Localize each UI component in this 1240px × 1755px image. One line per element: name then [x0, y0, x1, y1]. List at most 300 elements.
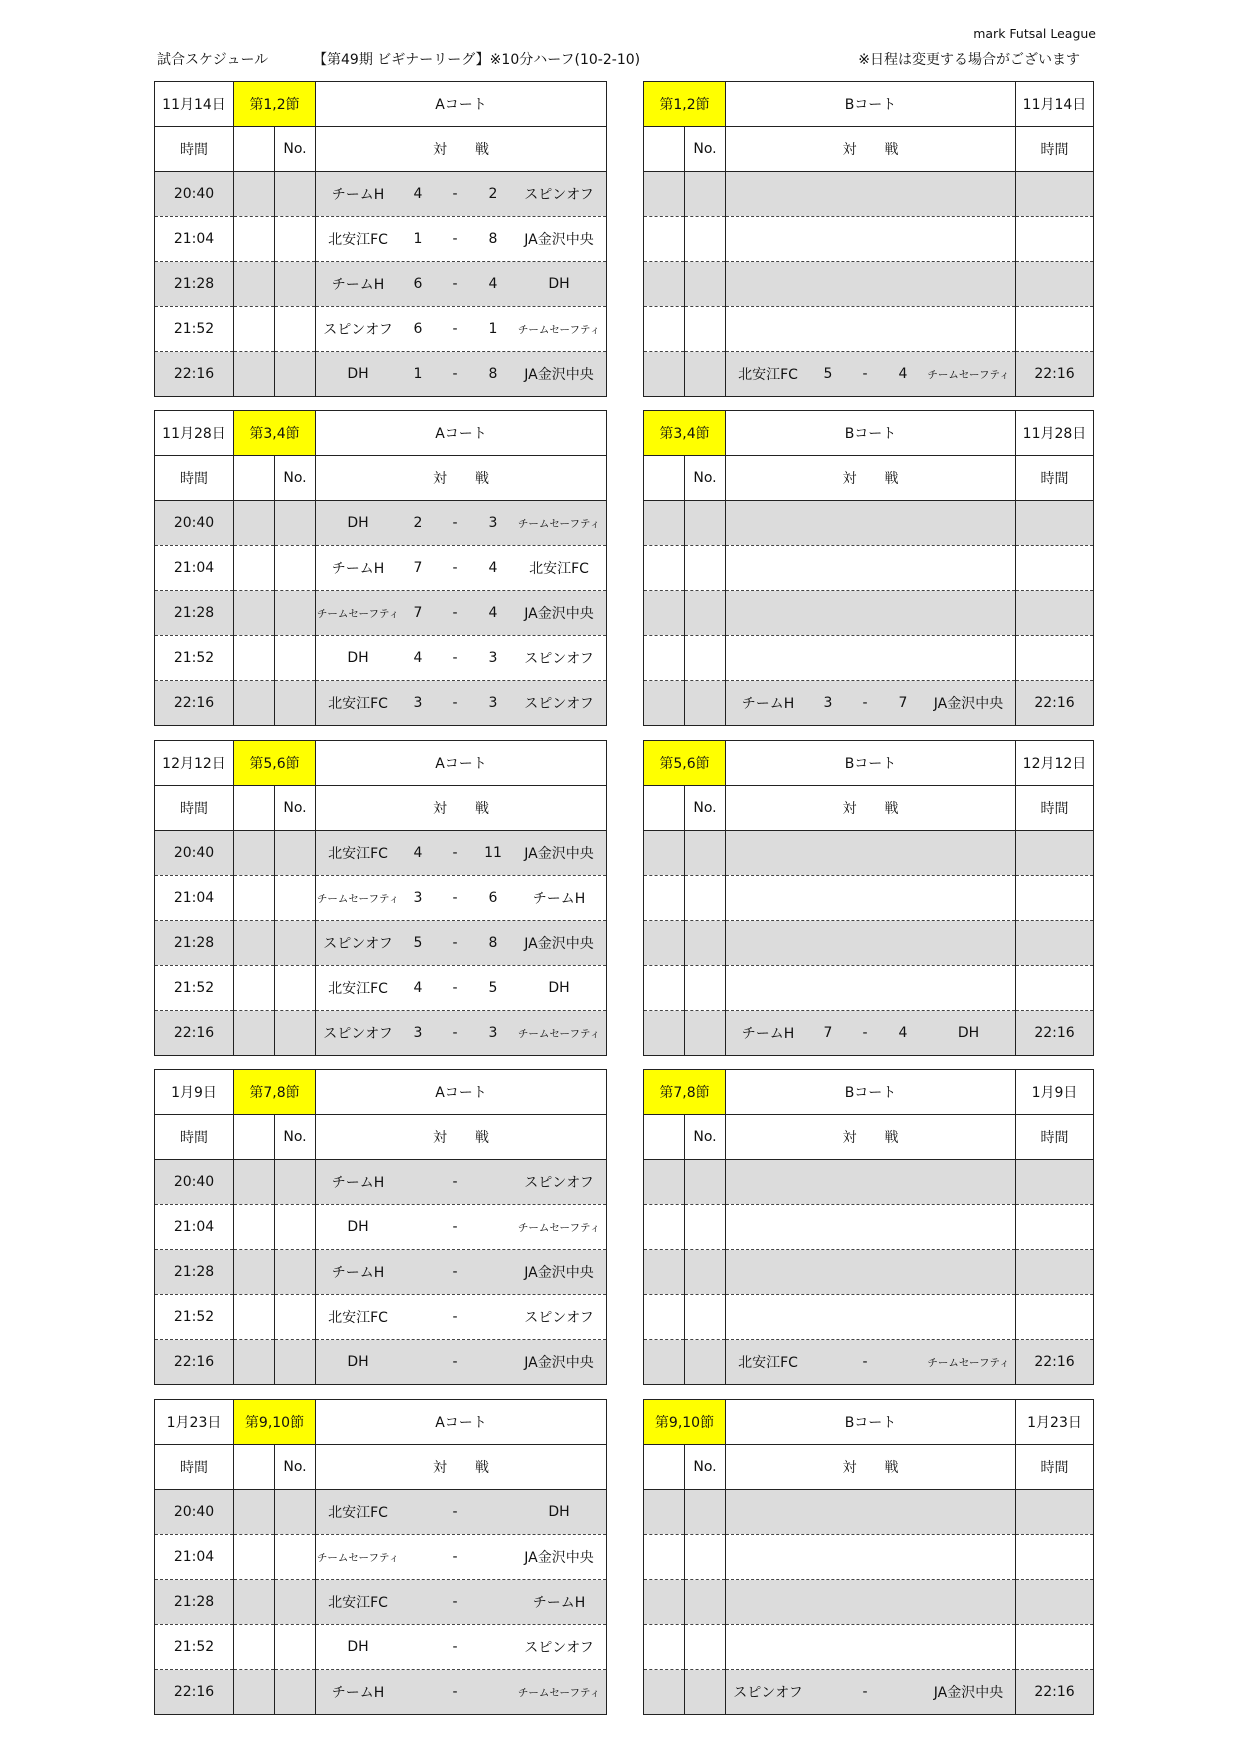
a-court-table: [154, 81, 607, 397]
table-row: [155, 501, 607, 546]
match-cell: [316, 1580, 607, 1625]
match-line: [316, 546, 606, 590]
away-score: 8: [488, 935, 498, 951]
game-no: [685, 307, 726, 352]
game-time: [1016, 921, 1094, 966]
game-no: [685, 1670, 726, 1715]
game-no: [685, 501, 726, 546]
match-cell: [316, 262, 607, 307]
time-header: 時間: [1016, 456, 1094, 501]
blank-cell: [644, 262, 685, 307]
table-row: [644, 172, 1094, 217]
match-cell: [726, 352, 1016, 397]
game-time: 21:52: [155, 966, 234, 1011]
blank-cell: [644, 352, 685, 397]
game-no: [685, 1160, 726, 1205]
match-line: [726, 1250, 1015, 1294]
game-no: [275, 1340, 316, 1385]
round-section: 第7,8節: [644, 1070, 726, 1115]
match-line: [726, 546, 1015, 590]
score-separator: -: [452, 1549, 458, 1565]
match-line: [726, 681, 1015, 725]
game-time: 21:04: [155, 217, 234, 262]
game-no: [275, 1160, 316, 1205]
blank-header: [234, 1115, 275, 1160]
table-row: [644, 591, 1094, 636]
blank-cell: [644, 1205, 685, 1250]
home-score: 1: [413, 366, 423, 382]
match-line: [316, 876, 606, 920]
a-court-table: [154, 1399, 607, 1715]
game-time: 21:52: [155, 307, 234, 352]
home-team: 北安江FC: [328, 696, 388, 712]
match-cell: [726, 1250, 1016, 1295]
game-time: 22:16: [1016, 1670, 1094, 1715]
no-header: No.: [275, 1445, 316, 1490]
away-team: チームセーフティ: [517, 1686, 601, 1699]
game-time: 21:52: [155, 636, 234, 681]
home-score: 3: [413, 890, 423, 906]
home-team: チームH: [331, 1265, 385, 1281]
score-separator: -: [862, 1025, 868, 1041]
away-team: チームセーフティ: [517, 323, 601, 336]
score-separator: -: [452, 1504, 458, 1520]
away-team: チームセーフティ: [927, 1356, 1010, 1369]
game-no: [685, 681, 726, 726]
blank-cell: [644, 1295, 685, 1340]
game-time: 22:16: [155, 1011, 234, 1056]
away-team: JA金沢中央: [933, 696, 1004, 712]
game-no: [275, 1580, 316, 1625]
away-team: スピンオフ: [524, 651, 594, 667]
match-line: [726, 1205, 1015, 1249]
table-row: [644, 1250, 1094, 1295]
game-time: [1016, 1205, 1094, 1250]
match-cell: [316, 921, 607, 966]
table-row: [644, 1011, 1094, 1056]
game-no: [275, 831, 316, 876]
away-team: スピンオフ: [524, 1640, 594, 1656]
home-score: 5: [823, 366, 833, 382]
league-name: mark Futsal League: [973, 26, 1096, 41]
home-team: チームH: [331, 187, 385, 203]
score-separator: -: [452, 1354, 458, 1370]
home-team: スピンオフ: [323, 322, 393, 338]
b-court-table: [643, 1069, 1094, 1385]
match-line: [316, 1340, 606, 1384]
match-cell: [316, 1625, 607, 1670]
away-team: JA金沢中央: [524, 1355, 594, 1371]
game-no: [685, 217, 726, 262]
game-time: [1016, 1160, 1094, 1205]
blank-cell: [234, 1205, 275, 1250]
table-row: [155, 636, 607, 681]
match-line: [316, 1160, 606, 1204]
match-cell: [726, 307, 1016, 352]
away-team: チームセーフティ: [927, 368, 1010, 381]
b-court-table: [643, 1399, 1094, 1715]
game-no: [275, 501, 316, 546]
home-score: 3: [413, 1025, 423, 1041]
column-header: [155, 456, 607, 501]
home-team: 北安江FC: [328, 1505, 388, 1521]
score-separator: -: [452, 1639, 458, 1655]
game-no: [275, 681, 316, 726]
match-cell: [316, 501, 607, 546]
table-row: [155, 1295, 607, 1340]
match-cell: [726, 501, 1016, 546]
match-line: [316, 262, 606, 306]
home-score: 4: [413, 186, 423, 202]
score-separator: -: [452, 605, 458, 621]
home-score: 1: [413, 231, 423, 247]
game-no: [275, 1250, 316, 1295]
game-no: [275, 876, 316, 921]
game-no: [275, 172, 316, 217]
match-line: [726, 831, 1015, 875]
game-time: 22:16: [155, 681, 234, 726]
game-no: [685, 1625, 726, 1670]
home-score: 2: [413, 515, 423, 531]
match-line: [316, 1625, 606, 1669]
match-line: [316, 1535, 606, 1579]
match-cell: [316, 591, 607, 636]
away-team: DH: [548, 276, 570, 292]
round-section: 第9,10節: [644, 1400, 726, 1445]
round-header: [644, 1400, 1094, 1445]
round-date: 1月23日: [1016, 1400, 1094, 1445]
game-no: [275, 1295, 316, 1340]
game-time: 22:16: [1016, 1011, 1094, 1056]
match-cell: [726, 831, 1016, 876]
versus-header: 対 戦: [316, 127, 607, 172]
game-no: [275, 1490, 316, 1535]
home-team: チームセーフティ: [316, 1551, 400, 1564]
match-cell: [316, 681, 607, 726]
a-court-table: [154, 410, 607, 726]
table-row: [644, 217, 1094, 262]
table-row: [644, 1625, 1094, 1670]
home-team: チームH: [331, 1175, 385, 1191]
match-cell: [726, 1490, 1016, 1535]
score-separator: -: [452, 321, 458, 337]
table-row: [155, 307, 607, 352]
blank-cell: [234, 501, 275, 546]
away-team: 北安江FC: [529, 561, 589, 577]
blank-cell: [644, 501, 685, 546]
no-header: No.: [685, 456, 726, 501]
away-score: 5: [488, 980, 498, 996]
no-header: No.: [685, 127, 726, 172]
round-section: 第7,8節: [234, 1070, 316, 1115]
home-team: 北安江FC: [328, 232, 388, 248]
match-cell: [726, 966, 1016, 1011]
table-row: [644, 921, 1094, 966]
away-team: チームセーフティ: [517, 1221, 601, 1234]
score-separator: -: [452, 935, 458, 951]
round-date: 11月14日: [1016, 82, 1094, 127]
away-score: 3: [488, 515, 498, 531]
game-no: [275, 307, 316, 352]
game-time: 21:28: [155, 1250, 234, 1295]
score-separator: -: [452, 1264, 458, 1280]
column-header: [644, 1115, 1094, 1160]
match-cell: [726, 262, 1016, 307]
blank-cell: [644, 591, 685, 636]
blank-header: [234, 127, 275, 172]
court-label: Bコート: [726, 82, 1016, 127]
game-no: [275, 1535, 316, 1580]
match-cell: [316, 172, 607, 217]
score-separator: -: [452, 1309, 458, 1325]
match-line: [726, 876, 1015, 920]
versus-header: 対 戦: [726, 127, 1016, 172]
table-row: [644, 1535, 1094, 1580]
blank-cell: [644, 546, 685, 591]
blank-cell: [234, 1011, 275, 1056]
versus-header: 対 戦: [316, 786, 607, 831]
away-score: 3: [488, 695, 498, 711]
game-no: [685, 831, 726, 876]
home-score: 7: [823, 1025, 833, 1041]
court-label: Aコート: [316, 741, 607, 786]
column-header: [155, 127, 607, 172]
home-team: DH: [347, 1354, 369, 1370]
blank-header: [234, 786, 275, 831]
blank-header: [644, 456, 685, 501]
away-team: スピンオフ: [524, 187, 594, 203]
match-cell: [726, 1625, 1016, 1670]
game-no: [685, 1250, 726, 1295]
table-row: [155, 262, 607, 307]
round-date: 12月12日: [1016, 741, 1094, 786]
match-line: [316, 636, 606, 680]
game-time: [1016, 1625, 1094, 1670]
away-team: JA金沢中央: [524, 232, 594, 248]
game-no: [685, 546, 726, 591]
game-no: [685, 1535, 726, 1580]
game-time: [1016, 262, 1094, 307]
match-line: [726, 217, 1015, 261]
column-header: [644, 1445, 1094, 1490]
away-score: 3: [488, 650, 498, 666]
game-no: [275, 921, 316, 966]
match-cell: [726, 1160, 1016, 1205]
table-row: [155, 546, 607, 591]
time-header: 時間: [155, 1445, 234, 1490]
blank-cell: [234, 1340, 275, 1385]
round-date: 12月12日: [155, 741, 234, 786]
game-no: [685, 1205, 726, 1250]
blank-cell: [234, 1295, 275, 1340]
blank-cell: [644, 1250, 685, 1295]
blank-cell: [234, 681, 275, 726]
game-no: [275, 217, 316, 262]
home-team: 北安江FC: [328, 1310, 388, 1326]
table-row: [155, 831, 607, 876]
match-cell: [316, 1535, 607, 1580]
round-header: [155, 1070, 607, 1115]
versus-header: 対 戦: [316, 1445, 607, 1490]
score-separator: -: [862, 1354, 868, 1370]
table-row: [644, 636, 1094, 681]
table-row: [155, 1490, 607, 1535]
away-score: 7: [898, 695, 908, 711]
match-line: [316, 172, 606, 216]
match-cell: [726, 591, 1016, 636]
blank-cell: [234, 307, 275, 352]
match-line: [316, 1490, 606, 1534]
score-separator: -: [452, 1684, 458, 1700]
table-row: [155, 876, 607, 921]
round-header: [644, 411, 1094, 456]
game-time: 21:04: [155, 1205, 234, 1250]
match-cell: [726, 546, 1016, 591]
blank-cell: [644, 1625, 685, 1670]
time-header: 時間: [1016, 1115, 1094, 1160]
table-row: [155, 1535, 607, 1580]
match-cell: [726, 1295, 1016, 1340]
blank-cell: [234, 636, 275, 681]
table-row: [155, 1160, 607, 1205]
match-line: [316, 1295, 606, 1339]
game-no: [685, 921, 726, 966]
match-line: [316, 1011, 606, 1055]
game-no: [275, 546, 316, 591]
round-date: 1月23日: [155, 1400, 234, 1445]
match-cell: [726, 1535, 1016, 1580]
match-line: [726, 307, 1015, 351]
no-header: No.: [275, 127, 316, 172]
round-header: [155, 1400, 607, 1445]
blank-cell: [644, 1490, 685, 1535]
blank-cell: [234, 1490, 275, 1535]
home-team: スピンオフ: [323, 1026, 393, 1042]
no-header: No.: [685, 1115, 726, 1160]
match-cell: [316, 966, 607, 1011]
match-line: [316, 591, 606, 635]
away-team: JA金沢中央: [524, 606, 594, 622]
home-team: チームH: [331, 277, 385, 293]
blank-cell: [644, 307, 685, 352]
game-no: [685, 1490, 726, 1535]
column-header: [644, 786, 1094, 831]
home-team: DH: [347, 515, 369, 531]
game-time: 22:16: [155, 1670, 234, 1715]
score-separator: -: [452, 1219, 458, 1235]
schedule-label: 試合スケジュール: [157, 52, 269, 68]
match-line: [316, 1205, 606, 1249]
game-no: [275, 352, 316, 397]
game-time: [1016, 1490, 1094, 1535]
away-score: 8: [488, 231, 498, 247]
match-cell: [726, 1670, 1016, 1715]
home-score: 6: [413, 321, 423, 337]
away-team: スピンオフ: [524, 696, 594, 712]
match-cell: [316, 307, 607, 352]
home-score: 5: [413, 935, 423, 951]
round-header: [155, 82, 607, 127]
score-separator: -: [452, 1174, 458, 1190]
match-line: [726, 1011, 1015, 1055]
match-line: [726, 1535, 1015, 1579]
court-label: Aコート: [316, 1070, 607, 1115]
time-header: 時間: [155, 786, 234, 831]
versus-header: 対 戦: [726, 1445, 1016, 1490]
table-row: [644, 1490, 1094, 1535]
match-cell: [316, 352, 607, 397]
away-score: 8: [488, 366, 498, 382]
game-time: 21:04: [155, 546, 234, 591]
home-team: チームセーフティ: [316, 892, 400, 905]
game-no: [685, 876, 726, 921]
time-header: 時間: [155, 127, 234, 172]
court-label: Bコート: [726, 1400, 1016, 1445]
match-line: [726, 1580, 1015, 1624]
game-no: [275, 262, 316, 307]
match-line: [316, 1250, 606, 1294]
away-team: チームセーフティ: [517, 517, 601, 530]
blank-cell: [644, 217, 685, 262]
table-row: [644, 1340, 1094, 1385]
blank-cell: [234, 1535, 275, 1580]
no-header: No.: [685, 1445, 726, 1490]
game-time: [1016, 172, 1094, 217]
game-time: 22:16: [1016, 352, 1094, 397]
round-date: 11月28日: [1016, 411, 1094, 456]
match-line: [316, 217, 606, 261]
blank-cell: [644, 876, 685, 921]
versus-header: 対 戦: [316, 1115, 607, 1160]
home-team: スピンオフ: [733, 1685, 803, 1701]
home-score: 3: [823, 695, 833, 711]
game-no: [685, 352, 726, 397]
blank-cell: [644, 1160, 685, 1205]
blank-header: [644, 1115, 685, 1160]
game-no: [275, 1670, 316, 1715]
table-row: [155, 1670, 607, 1715]
time-header: 時間: [155, 1115, 234, 1160]
game-time: [1016, 217, 1094, 262]
table-row: [644, 876, 1094, 921]
column-header: [155, 1115, 607, 1160]
away-score: 3: [488, 1025, 498, 1041]
table-row: [644, 831, 1094, 876]
score-separator: -: [452, 515, 458, 531]
away-team: JA金沢中央: [933, 1685, 1004, 1701]
match-line: [726, 636, 1015, 680]
home-team: 北安江FC: [738, 1355, 798, 1371]
table-row: [155, 1625, 607, 1670]
round-section: 第1,2節: [644, 82, 726, 127]
blank-cell: [234, 1250, 275, 1295]
game-no: [275, 591, 316, 636]
time-header: 時間: [1016, 786, 1094, 831]
match-cell: [316, 1250, 607, 1295]
away-score: 6: [488, 890, 498, 906]
time-header: 時間: [1016, 127, 1094, 172]
round-date: 11月28日: [155, 411, 234, 456]
score-separator: -: [452, 1594, 458, 1610]
away-team: チームH: [532, 891, 586, 907]
home-score: 3: [413, 695, 423, 711]
match-line: [316, 966, 606, 1010]
home-team: チームH: [741, 1026, 795, 1042]
blank-header: [644, 1445, 685, 1490]
home-team: チームH: [741, 696, 795, 712]
table-row: [155, 966, 607, 1011]
game-time: [1016, 1295, 1094, 1340]
